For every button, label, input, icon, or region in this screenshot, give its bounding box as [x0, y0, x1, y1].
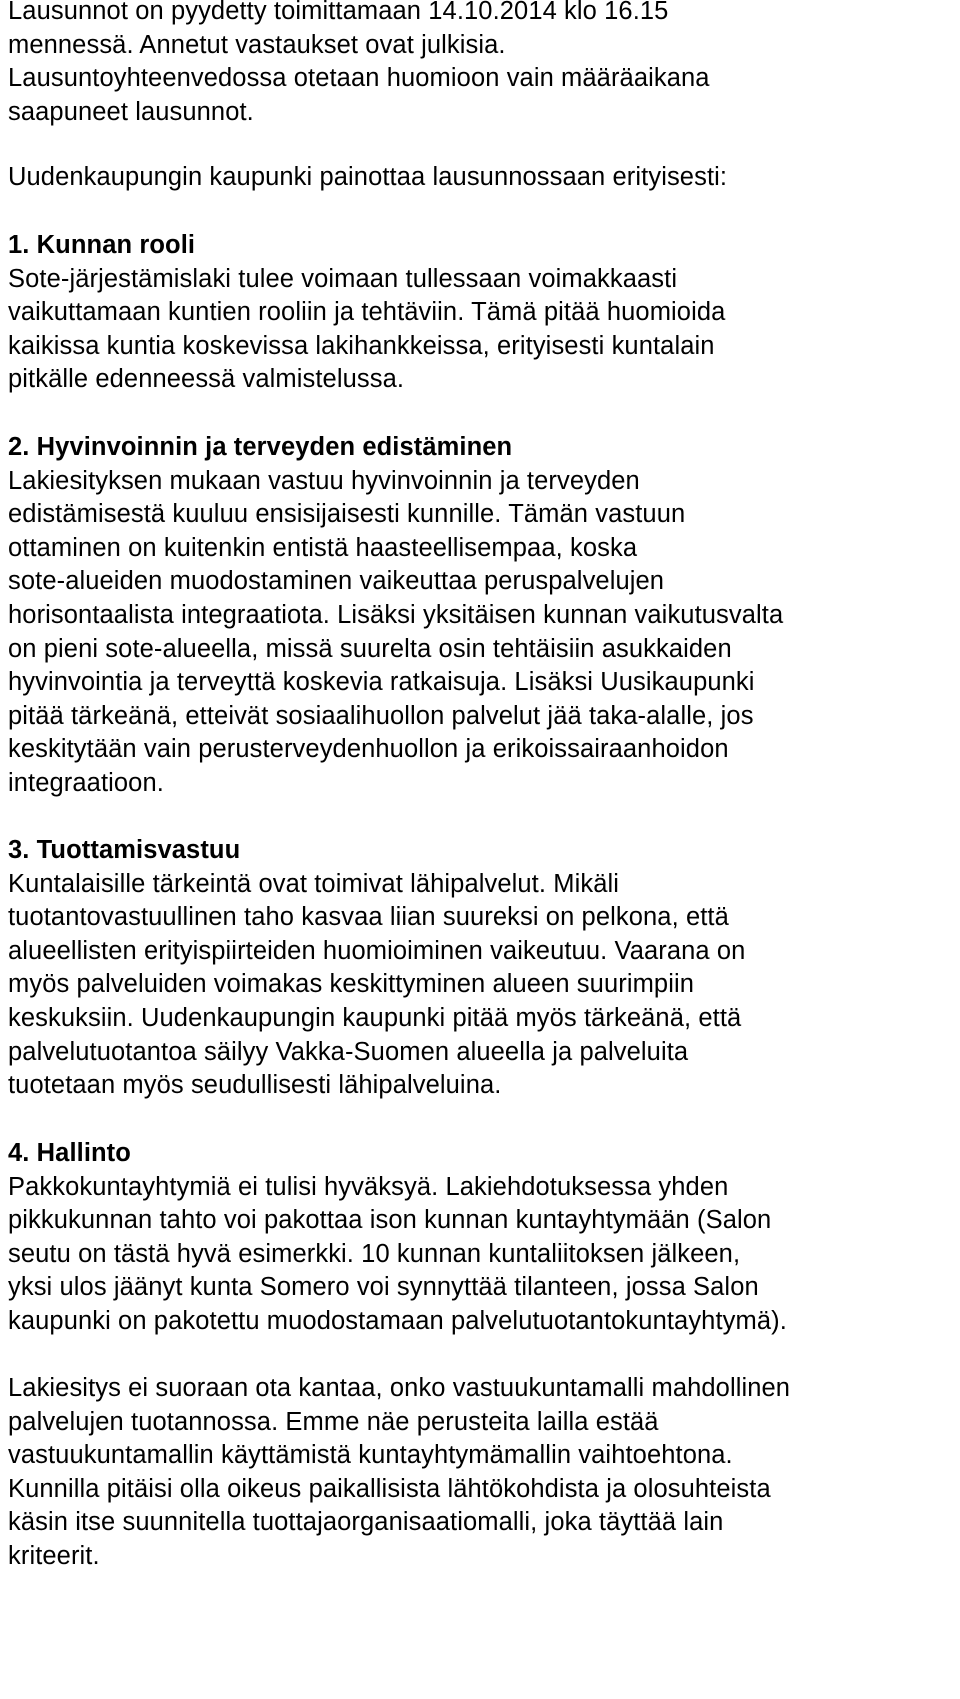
text-line: Kuntalaisille tärkeintä ovat toimivat lähipalvelut. Mikäli	[8, 869, 620, 898]
text-line: myös palveluiden voimakas keskittyminen alueen suurimpiin	[8, 970, 695, 999]
text-line: Kunnilla pitäisi olla oikeus paikallisista lähtökohdista ja olosuhteista	[8, 1474, 771, 1503]
text-line: horisontaalista integraatiota. Lisäksi yksitäisen kunnan vaikutusvalta	[8, 600, 784, 629]
text-line: tuotetaan myös seudullisesti lähipalveluina.	[8, 1071, 502, 1100]
text-line: saapuneet lausunnot.	[8, 97, 254, 126]
text-line: vastuukuntamallin käyttämistä kuntayhtymämallin vaihtoehtona.	[8, 1441, 733, 1470]
text-line: integraatioon.	[8, 768, 164, 797]
text-line: yksi ulos jäänyt kunta Somero voi synnyttää tilanteen, jossa Salon	[8, 1273, 759, 1302]
text-line: Uudenkaupungin kaupunki painottaa lausunnossaan erityisesti:	[8, 163, 728, 191]
section-heading: 4. Hallinto	[8, 1139, 131, 1167]
emphasis-paragraph	[8, 161, 930, 195]
text-line: sote-alueiden muodostaminen vaikeuttaa peruspalvelujen	[8, 567, 665, 596]
section-kunnan-rooli	[8, 229, 930, 397]
text-line: palvelujen tuotannossa. Emme näe perusteita lailla estää	[8, 1407, 659, 1436]
section-heading: 1. Kunnan rooli	[8, 231, 196, 259]
closing-paragraph	[8, 1372, 930, 1574]
text-line: hyvinvointia ja terveyttä koskevia ratkaisuja. Lisäksi Uusikaupunki	[8, 668, 755, 697]
text-line: pitkälle edenneessä valmistelussa.	[8, 365, 405, 394]
text-line: edistämisestä kuuluu ensisijaisesti kunnille. Tämän vastuun	[8, 500, 686, 529]
text-line: seutu on tästä hyvä esimerkki. 10 kunnan kuntaliitoksen jälkeen,	[8, 1239, 741, 1268]
text-line: Sote-järjestämislaki tulee voimaan tullessaan voimakkaasti	[8, 264, 678, 293]
text-line: alueellisten erityispiirteiden huomioiminen vaikeutuu. Vaarana on	[8, 936, 746, 965]
section-tuottamisvastuu	[8, 834, 930, 1103]
text-line: kaupunki on pakotettu muodostamaan palvelutuotantokuntayhtymä).	[8, 1306, 787, 1335]
text-line: Lakiesitys ei suoraan ota kantaa, onko vastuukuntamalli mahdollinen	[8, 1374, 791, 1402]
text-line: palvelutuotantoa säilyy Vakka-Suomen alueella ja palveluita	[8, 1037, 689, 1066]
text-line: keskitytään vain perusterveydenhuollon ja erikoissairaanhoidon	[8, 735, 729, 764]
text-line: pitää tärkeänä, etteivät sosiaalihuollon palvelut jää taka-alalle, jos	[8, 701, 754, 730]
section-heading: 3. Tuottamisvastuu	[8, 836, 241, 864]
text-line: käsin itse suunnitella tuottajaorganisaatiomalli, joka täyttää lain	[8, 1508, 724, 1537]
text-line: Lausunnot on pyydetty toimittamaan 14.10.2014 klo 16.15	[8, 0, 669, 25]
text-line: ottaminen on kuitenkin entistä haasteellisempaa, koska	[8, 533, 638, 562]
text-line: kriteerit.	[8, 1541, 100, 1570]
section-heading: 2. Hyvinvoinnin ja terveyden edistäminen	[8, 433, 513, 461]
text-line: keskuksiin. Uudenkaupungin kaupunki pitää myös tärkeänä, että	[8, 1003, 742, 1032]
text-line: on pieni sote-alueella, missä suurelta osin tehtäisiin asukkaiden	[8, 634, 732, 663]
text-line: mennessä. Annetut vastaukset ovat julkisia.	[8, 30, 506, 59]
text-line: Pakkokuntayhtymiä ei tulisi hyväksyä. Lakiehdotuksessa yhden	[8, 1172, 729, 1201]
text-line: pikkukunnan tahto voi pakottaa ison kunnan kuntayhtymään (Salon	[8, 1206, 772, 1235]
text-line: tuotantovastuullinen taho kasvaa liian suureksi on pelkona, että	[8, 903, 729, 932]
intro-paragraph	[8, 0, 930, 129]
section-hyvinvointi	[8, 431, 930, 801]
text-line: Lausuntoyhteenvedossa otetaan huomioon vain määräaikana	[8, 64, 710, 93]
text-line: kaikissa kuntia koskevissa lakihankkeissa, erityisesti kuntalain	[8, 331, 715, 360]
text-line: vaikuttamaan kuntien rooliin ja tehtäviin. Tämä pitää huomioida	[8, 298, 726, 327]
section-hallinto	[8, 1137, 930, 1339]
text-line: Lakiesityksen mukaan vastuu hyvinvoinnin ja terveyden	[8, 466, 640, 495]
